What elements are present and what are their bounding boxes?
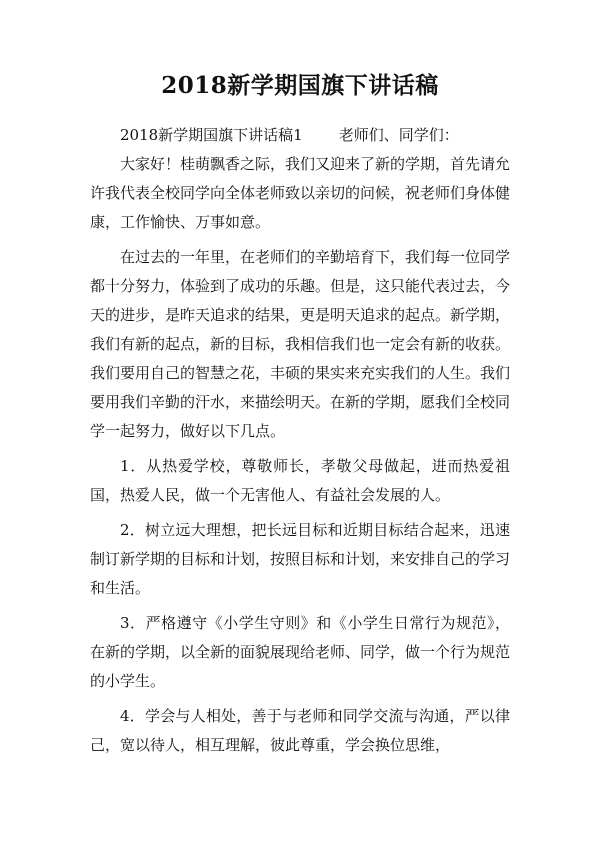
paragraph-3: 1．从热爱学校，尊敬师长，孝敬父母做起，进而热爱祖国，热爱人民，做一个无害他人、有益社会发展的人。 (90, 457, 510, 504)
document-title: 2018新学期国旗下讲话稿 (161, 72, 439, 99)
paragraph-6: 4．学会与人相处，善于与老师和同学交流与沟通，严以律己，宽以待人，相互理解，彼此尊重，学会换位思维， (90, 707, 510, 754)
paragraph-4: 2．树立远大理想，把长远目标和近期目标结合起来，迅速制订新学期的目标和计划，按照目标和计划，来安排自己的学习和生活。 (90, 521, 511, 597)
subtitle-line (90, 121, 510, 150)
document-body (90, 121, 510, 766)
document-subtitle: 2018新学期国旗下讲话稿1 (120, 126, 303, 144)
paragraph-1: 大家好！桂萌飘香之际，我们又迎来了新的学期，首先请允许我代表全校同学向全体老师致以亲切的问候，祝老师们身体健康，工作愉快、万事如意。 (90, 155, 511, 231)
greeting: 老师们、同学们： (338, 126, 459, 144)
paragraph-5: 3．严格遵守《小学生守则》和《小学生日常行为规范》，在新的学期，以全新的面貌展现给老师、同学，做一个行为规范的小学生。 (90, 614, 511, 690)
paragraph-2: 在过去的一年里，在老师们的辛勤培育下，我们每一位同学都十分努力，体验到了成功的乐趣。但是，这只能代表过去，今天的进步，是昨天追求的结果，更是明天追求的起点。新学期，我们有新的起点，新的目标，我相信我们也一定会有新的收获。我们要用自己的智慧之花，丰硕的果实来充实我们的人生。我们要用我们辛勤的汗水，来描绘明天。在新的学期，愿我们全校同学一起努力，做好以下几点。 (90, 248, 511, 440)
